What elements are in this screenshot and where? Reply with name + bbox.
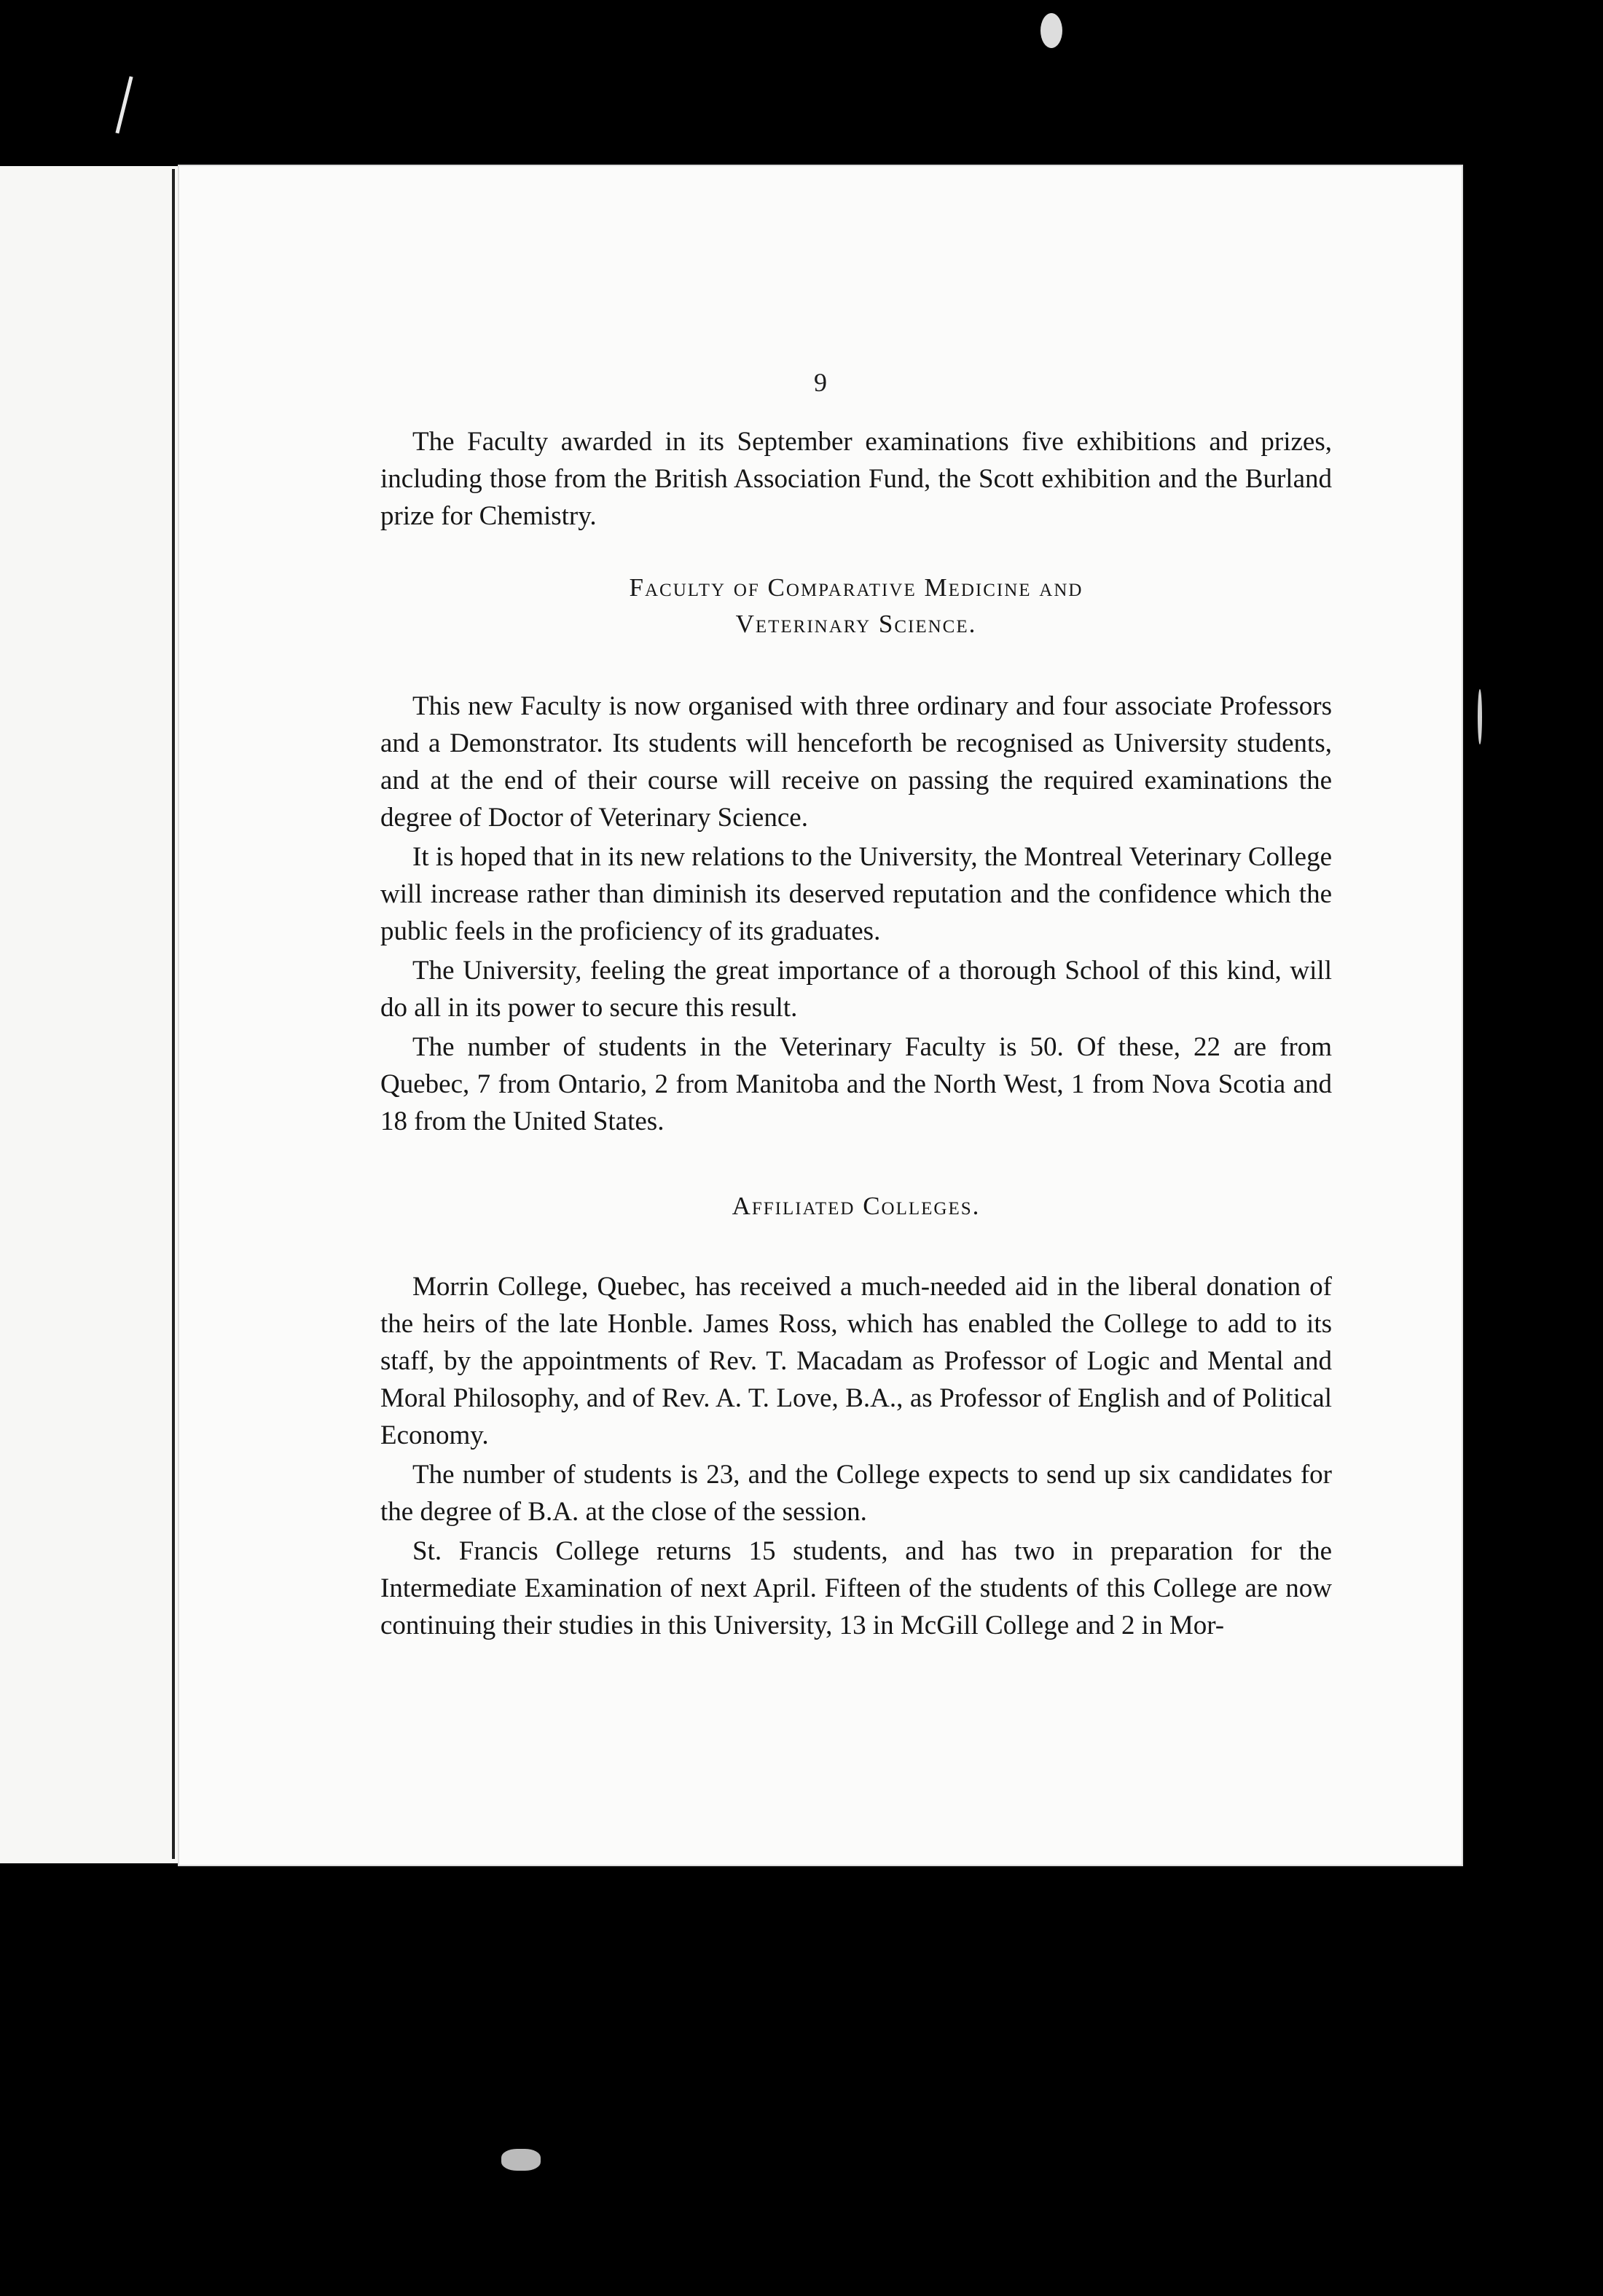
scan-mark-right <box>1478 689 1482 744</box>
paragraph-veterinary-relations: It is hoped that in its new relations to the University, the Montreal Veterinary College will increase rather than diminish its deserved reputation and the confidence which the public feels in the proficiency of its graduates. <box>380 842 1332 946</box>
section-heading-veterinary <box>380 570 1332 642</box>
page-body <box>380 423 1332 1646</box>
section-heading-affiliated: Affiliated Colleges. <box>732 1192 981 1220</box>
heading-line: Veterinary Science. <box>735 610 977 638</box>
binding-gutter <box>172 169 175 1859</box>
scan-mark-bottom <box>501 2149 541 2171</box>
scan-mark-left <box>115 76 133 134</box>
page-number: 9 <box>814 368 827 397</box>
paragraph-faculty-awards: The Faculty awarded in its September examinations five exhibitions and prizes, including those from the British Association Fund, the Scott exhibition and the Burland prize for Chemistry. <box>380 427 1332 531</box>
scan-mark-top <box>1040 13 1062 48</box>
paragraph-st-francis-college: St. Francis College returns 15 students, and has two in preparation for the Intermediate Examination of next April. Fifteen of the students of this College are now continuing their studies in this University, 13 in McGill College and 2 in Mor- <box>380 1536 1332 1640</box>
heading-line: Faculty of Comparative Medicine and <box>629 573 1083 602</box>
paragraph-veterinary-organisation: This new Faculty is now organised with three ordinary and four associate Professors and a Demonstrator. Its students will henceforth be recognised as University students, and at the end of their course will receive on passing the required examinations the degree of Doctor of Veterinary Science. <box>380 691 1332 833</box>
paragraph-veterinary-students: The number of students in the Veterinary Faculty is 50. Of these, 22 are from Quebec, 7 from Ontario, 2 from Manitoba and the North West, 1 from Nova Scotia and 18 from the United States. <box>380 1032 1332 1136</box>
book-page <box>178 165 1463 1866</box>
facing-page-edge <box>0 166 178 1863</box>
paragraph-veterinary-importance: The University, feeling the great importance of a thorough School of this kind, will do all in its power to secure this result. <box>380 956 1332 1023</box>
paragraph-morrin-students: The number of students is 23, and the College expects to send up six candidates for the degree of B.A. at the close of the session. <box>380 1460 1332 1527</box>
paragraph-morrin-college: Morrin College, Quebec, has received a much-needed aid in the liberal donation of the heirs of the late Honble. James Ross, which has enabled the College to add to its staff, by the appointments of Rev. T. Macadam as Professor of Logic and Mental and Moral Philosophy, and of Rev. A. T. Love, B.A., as Professor of English and of Political Economy. <box>380 1272 1332 1450</box>
